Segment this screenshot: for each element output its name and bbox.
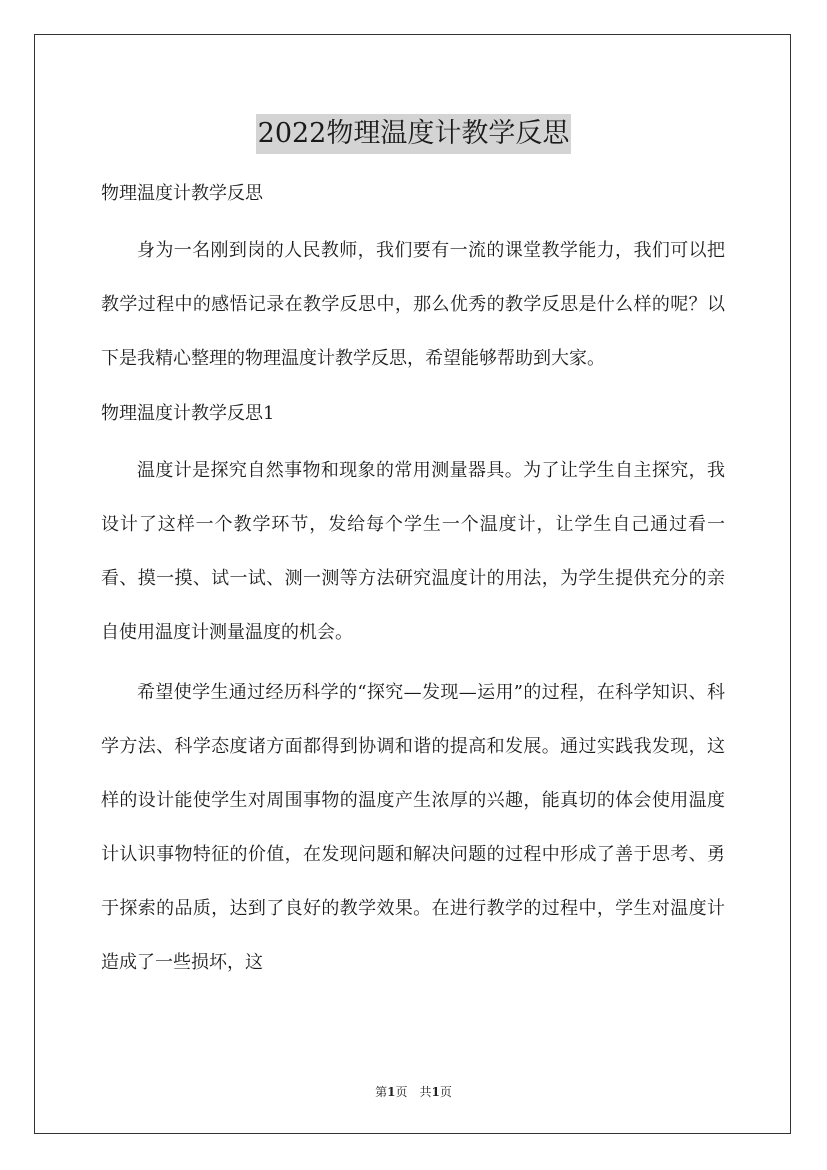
intro-paragraph: 身为一名刚到岗的人民教师，我们要有一流的课堂教学能力，我们可以把教学过程中的感悟记录在教学反思中，那么优秀的教学反思是什么样的呢？以下是我精心整理的物理温度计教学反思，希望能够帮助到大家。 — [101, 240, 725, 369]
footer-page-suffix: 页 — [439, 1085, 452, 1099]
section-heading-1: 物理温度计教学反思1 — [101, 403, 275, 424]
title-container — [0, 96, 827, 172]
footer-page-total: 1 — [431, 1085, 440, 1099]
section1-paragraph-2: 希望使学生通过经历科学的“探究—发现—运用”的过程，在科学知识、科学方法、科学态度诸方面都得到协调和谐的提高和发展。通过实践我发现，这样的设计能使学生对周围事物的温度产生浓厚的兴趣，能真切的体会使用温度计认识事物特征的价值，在发现问题和解决问题的过程中形成了善于思考、勇于探索的品质，达到了良好的教学效果。在进行教学的过程中，学生对温度计造成了一些损坏，这 — [101, 682, 725, 973]
footer-page-prefix: 第 — [375, 1085, 388, 1099]
page-footer — [0, 1083, 827, 1101]
footer-page-mid: 页 共 — [395, 1085, 432, 1099]
document-title: 2022物理温度计教学反思 — [256, 114, 572, 154]
section1-paragraph-1: 温度计是探究自然事物和现象的常用测量器具。为了让学生自主探究，我设计了这样一个教学环节，发给每个学生一个温度计，让学生自己通过看一看、摸一摸、试一试、测一测等方法研究温度计的用法，为学生提供充分的亲自使用温度计测量温度的机会。 — [101, 460, 725, 643]
subtitle-heading: 物理温度计教学反思 — [101, 183, 263, 204]
document-body — [101, 172, 725, 996]
footer-page-current: 1 — [387, 1085, 396, 1099]
